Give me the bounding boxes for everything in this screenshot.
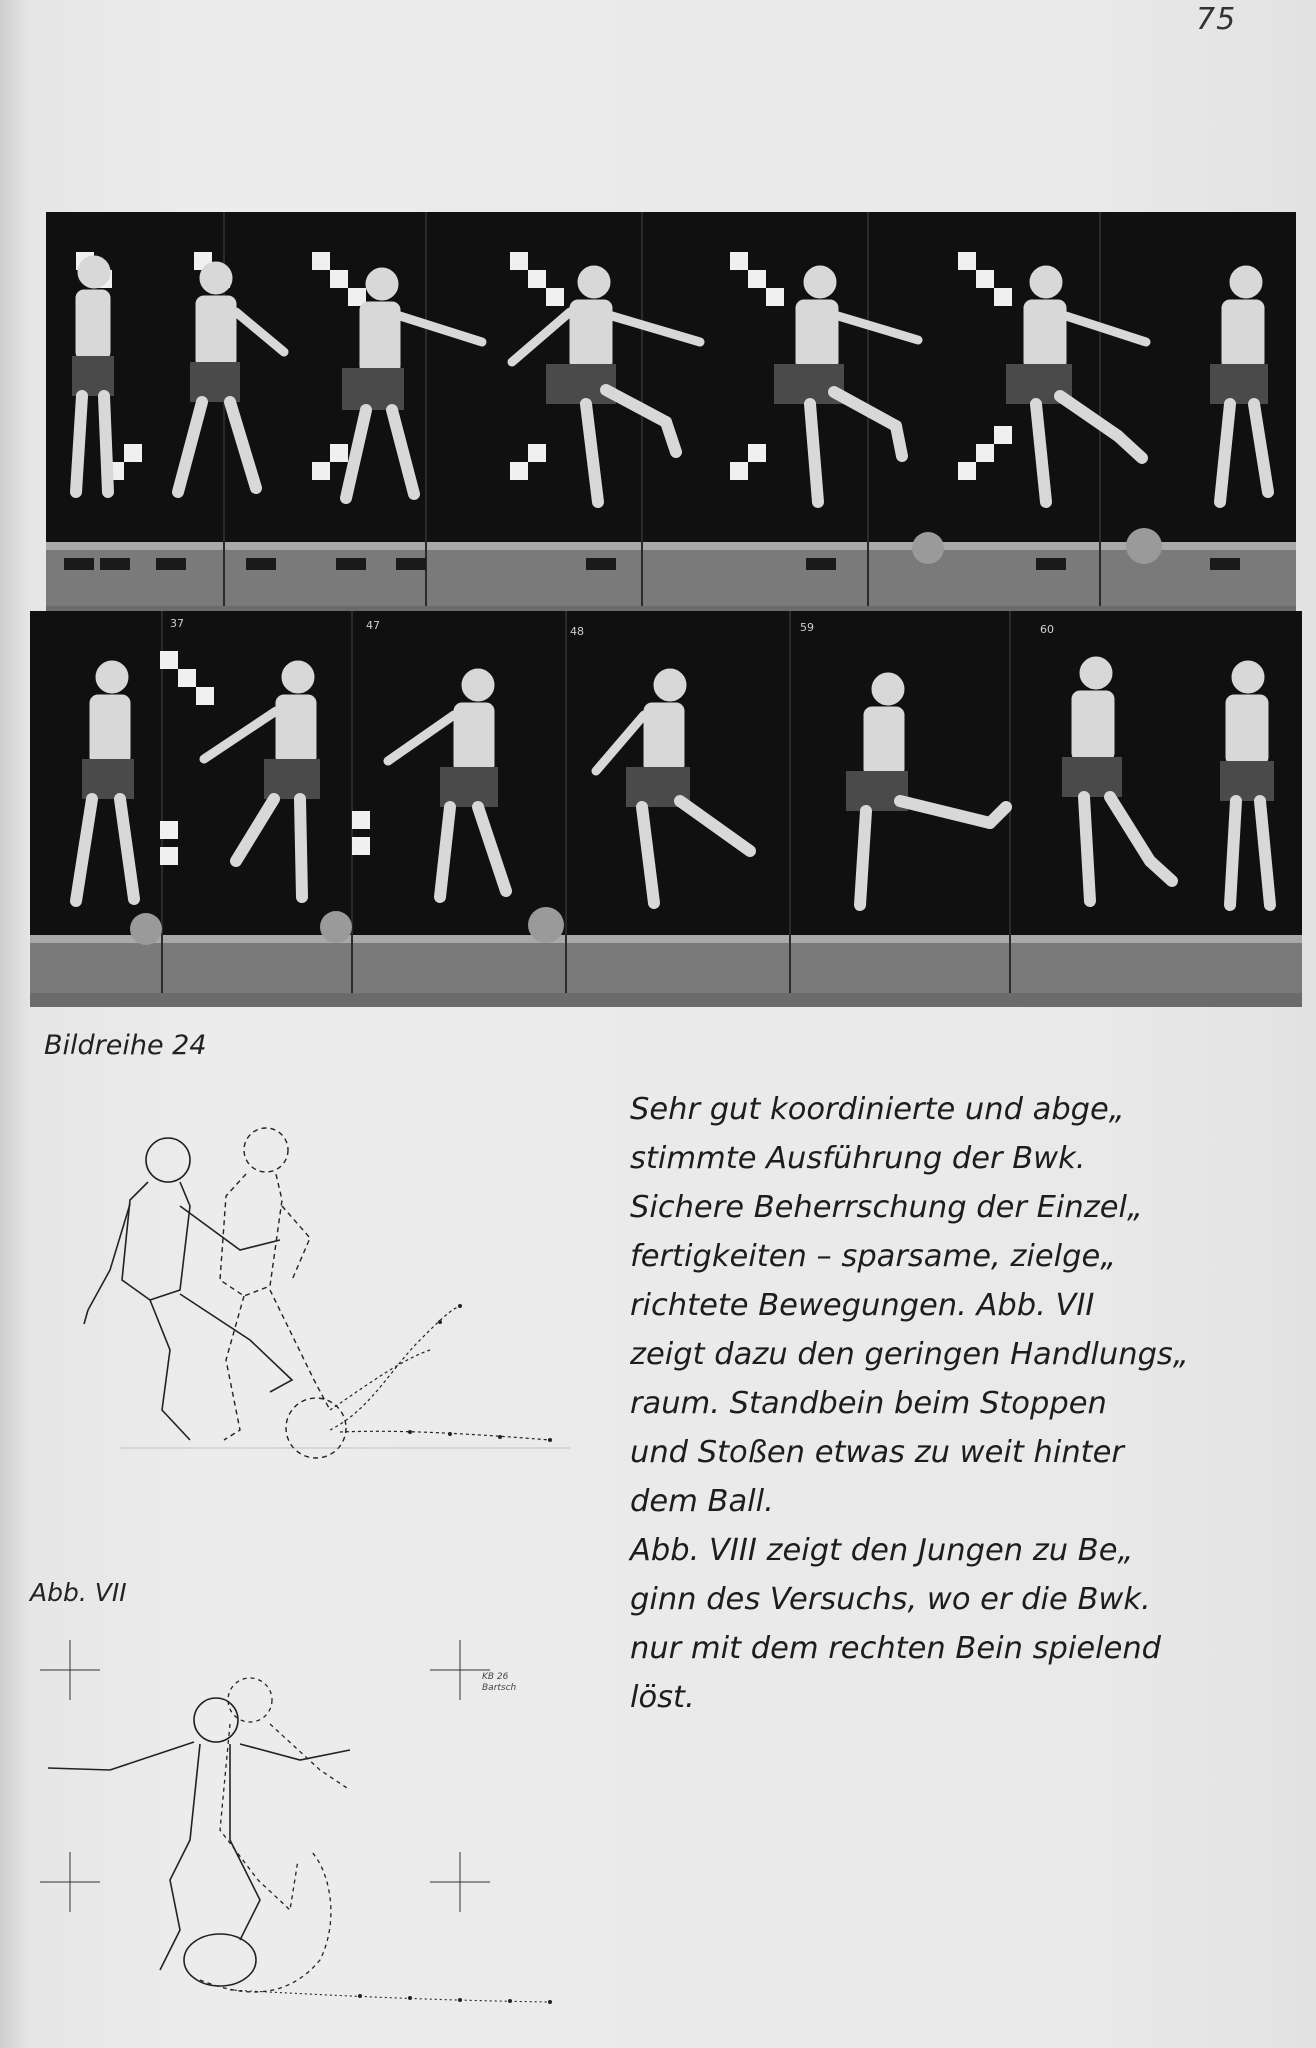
figure-vii-drawing <box>30 1110 600 1570</box>
text-line: nur mit dem rechten Bein spielend <box>630 1631 1162 1666</box>
series-caption: Bildreihe 24 <box>44 1030 207 1061</box>
frame-number: 48 <box>570 625 584 638</box>
text-line: ginn des Versuchs, wo er die Bwk. <box>630 1582 1151 1617</box>
page-number: 75 <box>1196 2 1237 37</box>
figure-viii-stamp <box>482 1672 516 1694</box>
text-line: löst. <box>630 1680 695 1715</box>
figure-vii-caption: Abb. VII <box>30 1578 127 1607</box>
text-line: dem Ball. <box>630 1484 774 1519</box>
photo-strip-bottom <box>30 611 1302 1007</box>
frame-number: 59 <box>800 621 814 634</box>
stamp-line-2: Bartsch <box>482 1683 517 1693</box>
text-line: und Stoßen etwas zu weit hinter <box>630 1435 1124 1470</box>
text-line: raum. Standbein beim Stoppen <box>630 1386 1107 1421</box>
photo-strip-top <box>46 212 1296 620</box>
frame-number: 47 <box>366 619 380 632</box>
text-line: Abb. VIII zeigt den Jungen zu Be„ <box>630 1533 1134 1568</box>
stamp-line-1: KB 26 <box>482 1672 509 1682</box>
text-line: Sichere Beherrschung der Einzel„ <box>630 1190 1143 1225</box>
photo-strip-top-image <box>46 212 1296 606</box>
photo-strip-bottom-image <box>30 611 1302 993</box>
body-text <box>630 1085 1270 1722</box>
frame-number: 37 <box>170 617 184 630</box>
frame-number: 60 <box>1040 623 1054 636</box>
text-line: zeigt dazu den geringen Handlungs„ <box>630 1337 1189 1372</box>
text-line: richtete Bewegungen. Abb. VII <box>630 1288 1095 1323</box>
text-line: stimmte Ausführung der Bwk. <box>630 1141 1086 1176</box>
text-line: fertigkeiten – sparsame, zielge„ <box>630 1239 1117 1274</box>
text-line: Sehr gut koordinierte und abge„ <box>630 1092 1125 1127</box>
